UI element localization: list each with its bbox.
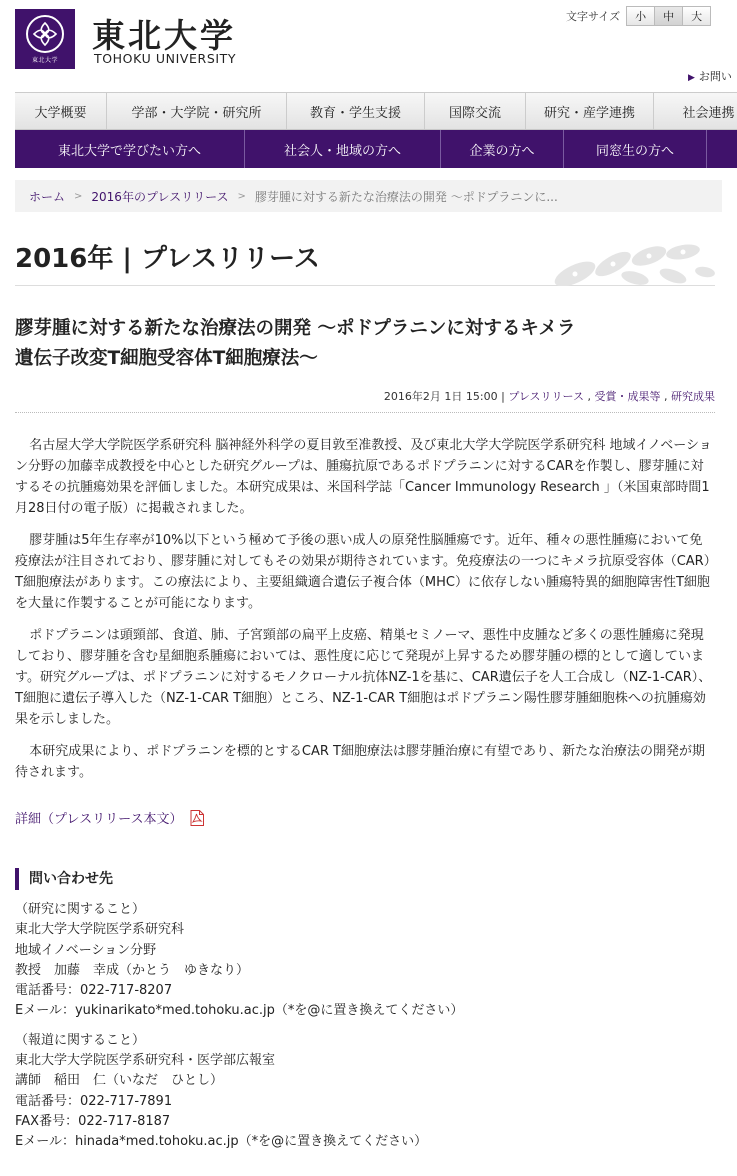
main-navigation — [15, 92, 737, 130]
university-name-jp[interactable]: 東北大学 — [92, 16, 236, 55]
contact-line: 地域イノベーション分野 — [15, 942, 157, 958]
font-size-label: 文字サイズ — [566, 10, 621, 23]
contact-research-block — [15, 900, 725, 1022]
contact-line: （報道に関すること） — [15, 1032, 146, 1048]
breadcrumb-current: 膠芽腫に対する新たな治療法の開発 〜ポドプラニンに... — [254, 189, 558, 204]
decorative-leaf-pattern-icon — [545, 234, 715, 286]
contact-line: 電話番号：022-717-7891 — [15, 1093, 173, 1109]
divider — [15, 412, 715, 413]
nav-item-education[interactable]: 教育・学生支援 — [287, 93, 425, 129]
triangle-right-icon: ▶ — [688, 73, 695, 83]
article-title — [15, 314, 715, 374]
breadcrumb — [15, 180, 722, 212]
inquiry-link-label: お問い — [698, 70, 732, 83]
article-paragraph: 名古屋大学大学院医学系研究科 脳神経外科学の夏目敦至准教授、及び東北大学大学院医学系研究科 地域イノベーション分野の加藤幸成教授を中心とした研究グループは、腫瘍抗原であるポドプラニンに対するCARを作製し、膠芽腫に対するその抗腫瘍効果を評価しました。本研究成果は、米国科学誌「Cancer Immunology Research 」（米国東部時間1月28日付の電子版）に掲載されました。 — [15, 438, 712, 516]
nav-item-about[interactable]: 大学概要 — [15, 93, 107, 129]
font-size-small-button[interactable]: 小 — [626, 6, 655, 26]
chevron-right-icon: > — [237, 190, 246, 202]
article-date: 2016年2月 1日 15:00 | — [383, 390, 509, 403]
breadcrumb-home[interactable]: ホーム — [29, 189, 66, 204]
inquiry-link[interactable] — [688, 68, 732, 84]
contact-line: 電話番号：022-717-8207 — [15, 983, 173, 999]
chevron-right-icon: > — [74, 190, 83, 202]
breadcrumb-parent[interactable]: 2016年のプレスリリース — [91, 189, 229, 204]
detail-link-label: 詳細（プレスリリース本文） — [15, 812, 183, 827]
logo-caption: 東北大学 — [31, 56, 58, 64]
subnav-alumni[interactable]: 同窓生の方へ — [564, 130, 707, 168]
font-size-large-button[interactable]: 大 — [682, 6, 711, 26]
pdf-icon — [190, 810, 204, 826]
section-title: 2016年 | プレスリリース — [15, 244, 320, 274]
nav-item-research[interactable]: 研究・産学連携 — [526, 93, 654, 129]
nav-item-international[interactable]: 国際交流 — [425, 93, 526, 129]
contact-line: FAX番号：022-717-8187 — [15, 1113, 171, 1129]
contact-heading: 問い合わせ先 — [15, 868, 113, 890]
subnav-companies[interactable]: 企業の方へ — [441, 130, 564, 168]
contact-line: Eメール：yukinarikato*med.tohoku.ac.jp（*を@に置き換えてください） — [15, 1003, 464, 1019]
article-meta: 2016年2月 1日 15:00 | プレスリリース , 受賞・成果等 , 研究成果 — [383, 390, 715, 403]
subnav-prospective-students[interactable]: 東北大学で学びたい方へ — [15, 130, 245, 168]
university-logo[interactable] — [15, 9, 75, 69]
font-size-medium-button[interactable]: 中 — [654, 6, 683, 26]
subnav-community[interactable]: 社会人・地域の方へ — [245, 130, 441, 168]
contact-line: 教授 加藤 幸成（かとう ゆきなり） — [15, 962, 250, 978]
article-paragraph: ポドプラニンは頭頸部、食道、肺、子宮頸部の扁平上皮癌、精巣セミノーマ、悪性中皮腫など多くの悪性腫瘍に発現しており、膠芽腫を含む星細胞系腫瘍においては、悪性度に応じて発現が上昇するため膠芽腫の標的として適しています。研究グループは、ポドプラニンに対するモノクローナル抗体NZ-1を基に、CAR遺伝子を人工合成し（NZ-1-CAR）、T細胞に遺伝子導入した（NZ-1-CAR T細胞）ところ、NZ-1-CAR T細胞はポドプラニン陽性膠芽腫細胞株への抗腫瘍効果を示しました。 — [15, 628, 712, 727]
article-paragraph: 本研究成果により、ポドプラニンを標的とするCAR T細胞療法は膠芽腫治療に有望であり、新たな治療法の開発が期待されます。 — [15, 744, 705, 780]
site-header — [0, 0, 737, 92]
contact-line: 東北大学大学院医学系研究科 — [15, 922, 185, 938]
press-release-detail-link[interactable] — [15, 808, 204, 827]
contact-info — [15, 900, 725, 1162]
article-body — [15, 435, 715, 794]
university-name-en[interactable]: TOHOKU UNIVERSITY — [94, 51, 237, 66]
contact-line: （研究に関すること） — [15, 902, 146, 917]
article-paragraph: 膠芽腫は5年生存率が10%以下という極めて予後の悪い成人の原発性脳腫瘍です。近年、種々の悪性腫瘍において免疫療法が注目されており、膠芽腫に対してもその効果が期待されています。免疫療法の一つにキメラ抗原受容体（CAR）T細胞療法があります。この療法により、主要組織適合遺伝子複合体（MHC）に依存しない腫瘍特異的細胞障害性T細胞を大量に作製することが可能になります。 — [15, 533, 711, 611]
category-link-awards[interactable]: 受賞・成果等 — [594, 390, 661, 403]
contact-press-block — [15, 1031, 725, 1153]
category-link-research[interactable]: 研究成果 — [671, 390, 715, 403]
contact-line: 東北大学大学院医学系研究科・医学部広報室 — [15, 1053, 276, 1069]
article-title-line-2: 遺伝子改変T細胞受容体T細胞療法〜 — [15, 348, 318, 369]
section-header — [15, 234, 715, 286]
contact-line: 講師 稲田 仁（いなだ ひとし） — [15, 1073, 224, 1089]
contact-line: Eメール：hinada*med.tohoku.ac.jp（*を@に置き換えてください） — [15, 1134, 428, 1150]
seal-icon — [26, 15, 64, 53]
subnav-overflow[interactable] — [707, 130, 737, 168]
audience-navigation — [15, 130, 737, 168]
nav-item-social[interactable]: 社会連携 — [654, 93, 737, 129]
nav-item-faculties[interactable]: 学部・大学院・研究所 — [107, 93, 287, 129]
category-link-press-release[interactable]: プレスリリース — [508, 390, 584, 403]
article-title-line-1: 膠芽腫に対する新たな治療法の開発 〜ポドプラニンに対するキメラ — [15, 318, 576, 339]
font-size-switcher — [566, 6, 711, 26]
